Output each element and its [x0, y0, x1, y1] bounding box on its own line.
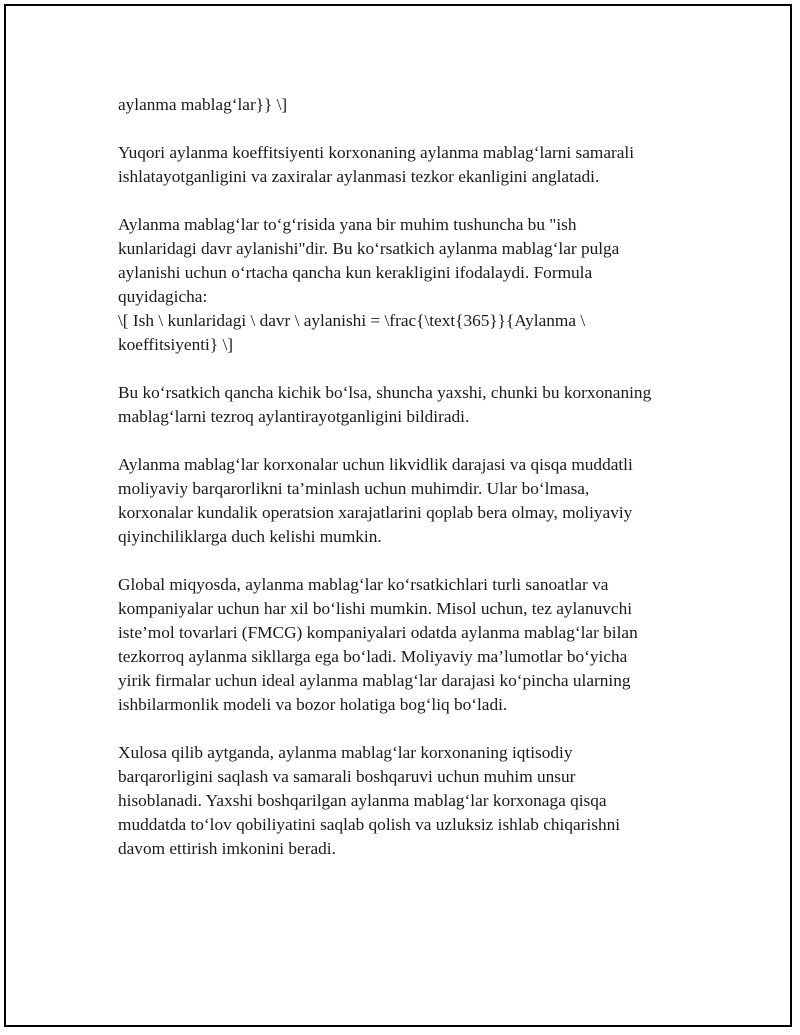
paragraph-3: [118, 213, 688, 357]
text-line: ishlatayotganligini va zaxiralar aylanmasi tezkor ekanligini anglatadi.: [118, 167, 600, 186]
text-line: iste’mol tovarlari (FMCG) kompaniyalari odatda aylanma mablag‘lar bilan: [118, 623, 638, 642]
text-line: aylanma mablag‘lar}} \]: [118, 95, 288, 114]
text-line: quyidagicha:: [118, 287, 208, 306]
paragraph-4: [118, 381, 688, 429]
text-line: moliyaviy barqarorlikni ta’minlash uchun muhimdir. Ular bo‘lmasa,: [118, 479, 590, 498]
formula-line: koeffitsiyenti} \]: [118, 335, 234, 354]
text-line: muddatda to‘lov qobiliyatini saqlab qolish va uzluksiz ishlab chiqarishni: [118, 815, 621, 834]
text-line: Yuqori aylanma koeffitsiyenti korxonaning aylanma mablag‘larni samarali: [118, 143, 635, 162]
paragraph-7: [118, 741, 688, 861]
paragraph-1: [118, 93, 688, 117]
paragraph-5: [118, 453, 688, 549]
document-body: [118, 93, 688, 885]
text-line: qiyinchiliklarga duch kelishi mumkin.: [118, 527, 382, 546]
text-line: Aylanma mablag‘lar korxonalar uchun likvidlik darajasi va qisqa muddatli: [118, 455, 633, 474]
formula-line: \[ Ish \ kunlaridagi \ davr \ aylanishi = \frac{\text{365}}{Aylanma \: [118, 311, 586, 330]
text-line: Global miqyosda, aylanma mablag‘lar ko‘rsatkichlari turli sanoatlar va: [118, 575, 609, 594]
text-line: aylanishi uchun o‘rtacha qancha kun kerakligini ifodalaydi. Formula: [118, 263, 593, 282]
text-line: tezkorroq aylanma sikllarga ega bo‘ladi. Moliyaviy ma’lumotlar bo‘yicha: [118, 647, 628, 666]
text-line: barqarorligini saqlash va samarali boshqaruvi uchun muhim unsur: [118, 767, 576, 786]
paragraph-2: [118, 141, 688, 189]
text-line: kompaniyalar uchun har xil bo‘lishi mumkin. Misol uchun, tez aylanuvchi: [118, 599, 633, 618]
text-line: Xulosa qilib aytganda, aylanma mablag‘lar korxonaning iqtisodiy: [118, 743, 573, 762]
text-line: korxonalar kundalik operatsion xarajatlarini qoplab bera olmay, moliyaviy: [118, 503, 633, 522]
text-line: yirik firmalar uchun ideal aylanma mablag‘lar darajasi ko‘pincha ularning: [118, 671, 631, 690]
text-line: mablag‘larni tezroq aylantirayotganligini bildiradi.: [118, 407, 470, 426]
text-line: Aylanma mablag‘lar to‘g‘risida yana bir muhim tushuncha bu "ish: [118, 215, 577, 234]
text-line: ishbilarmonlik modeli va bozor holatiga bog‘liq bo‘ladi.: [118, 695, 508, 714]
text-line: hisoblanadi. Yaxshi boshqarilgan aylanma mablag‘lar korxonaga qisqa: [118, 791, 607, 810]
paragraph-6: [118, 573, 688, 717]
text-line: kunlaridagi davr aylanishi"dir. Bu ko‘rsatkich aylanma mablag‘lar pulga: [118, 239, 620, 258]
text-line: davom ettirish imkonini beradi.: [118, 839, 336, 858]
text-line: Bu ko‘rsatkich qancha kichik bo‘lsa, shuncha yaxshi, chunki bu korxonaning: [118, 383, 652, 402]
